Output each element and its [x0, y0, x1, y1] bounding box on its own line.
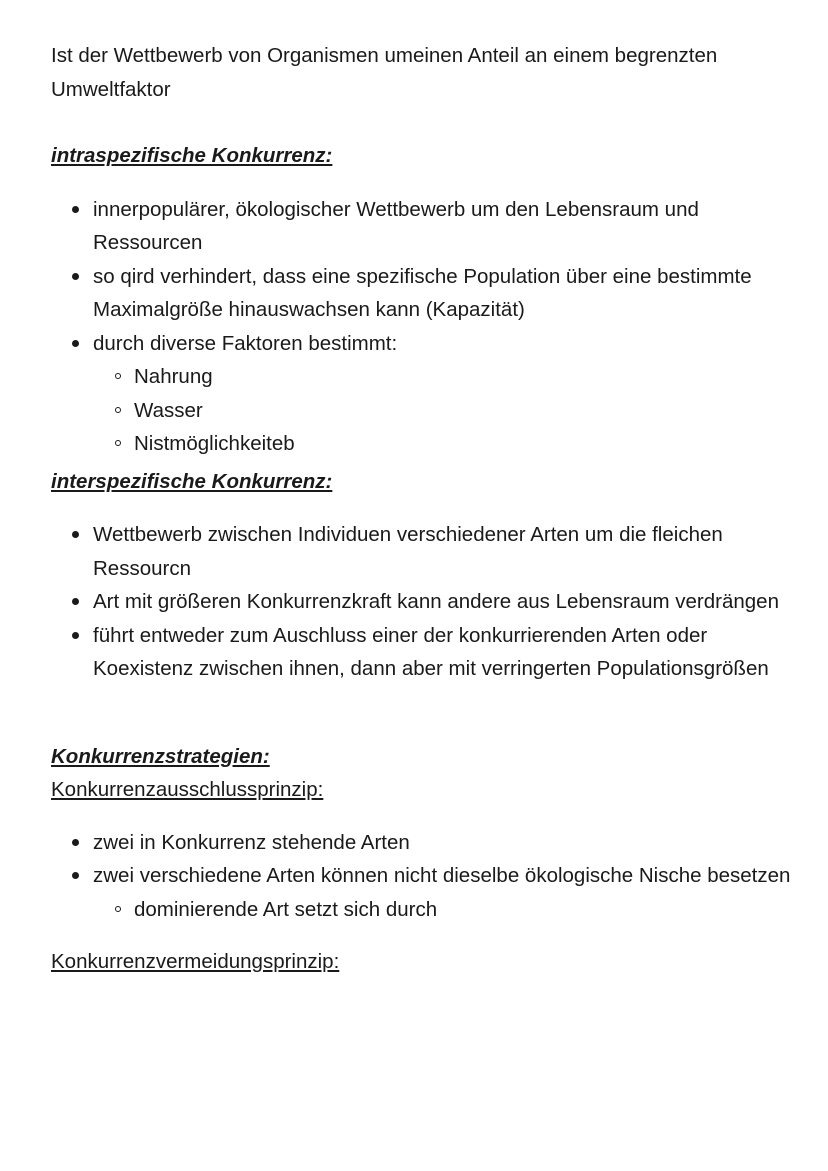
- sublist-item: [93, 893, 791, 927]
- document-page: [51, 39, 791, 979]
- list-item: [51, 585, 791, 619]
- list-item: [51, 859, 791, 926]
- sublist-item: [93, 360, 791, 394]
- list-item: [51, 518, 791, 585]
- list-item-text: Art mit größeren Konkurrenzkraft kann andere aus Lebensraum verdrängen: [93, 590, 779, 613]
- list-item-text: innerpopulärer, ökologischer Wettbewerb um den Lebensraum und Ressourcen: [93, 197, 699, 254]
- list-item: [51, 826, 791, 860]
- list-item-text: führt entweder zum Auschluss einer der konkurrierenden Arten oder Koexistenz zwischen ihnen, dann aber mit verringerten Populationsgrößen: [93, 623, 769, 680]
- strategies-heading: Konkurrenzstrategien:: [51, 744, 270, 768]
- sublist-item: [93, 427, 791, 461]
- list-item: [51, 260, 791, 327]
- factors-sublist: [93, 360, 791, 461]
- sublist-item: [93, 394, 791, 428]
- interspecific-list: [51, 518, 791, 686]
- list-item-text: zwei verschiedene Arten können nicht dieselbe ökologische Nische besetzen: [93, 864, 791, 887]
- sublist-item-text: Nistmöglichkeiteb: [134, 432, 295, 455]
- exclusion-principle-heading: Konkurrenzausschlussprinzip:: [51, 778, 324, 801]
- list-item-text: durch diverse Faktoren bestimmt:: [93, 331, 398, 355]
- exclusion-principle-list: [51, 826, 791, 927]
- interspecific-heading: interspezifische Konkurrenz:: [51, 469, 333, 493]
- sublist-item-text: Wasser: [134, 398, 203, 422]
- list-item: [51, 619, 791, 686]
- list-item: [51, 327, 791, 461]
- intro-paragraph: Ist der Wettbewerb von Organismen umeinen Anteil an einem begrenzten Umweltfaktor: [51, 44, 718, 101]
- exclusion-sublist: [93, 893, 791, 927]
- intraspecific-heading: intraspezifische Konkurrenz:: [51, 144, 333, 167]
- list-item-text: zwei in Konkurrenz stehende Arten: [93, 830, 410, 854]
- avoidance-principle-heading: Konkurrenzvermeidungsprinzip:: [51, 950, 340, 973]
- sublist-item-text: dominierende Art setzt sich durch: [134, 897, 438, 921]
- list-item-text: Wettbewerb zwischen Individuen verschiedener Arten um die fleichen Ressourcn: [93, 523, 723, 580]
- sublist-item-text: Nahrung: [134, 365, 213, 388]
- intraspecific-list: [51, 193, 791, 461]
- list-item: [51, 193, 791, 260]
- list-item-text: so qird verhindert, dass eine spezifische Population über eine bestimmte Maximalgröße hinauswachsen kann (Kapazität): [93, 264, 752, 321]
